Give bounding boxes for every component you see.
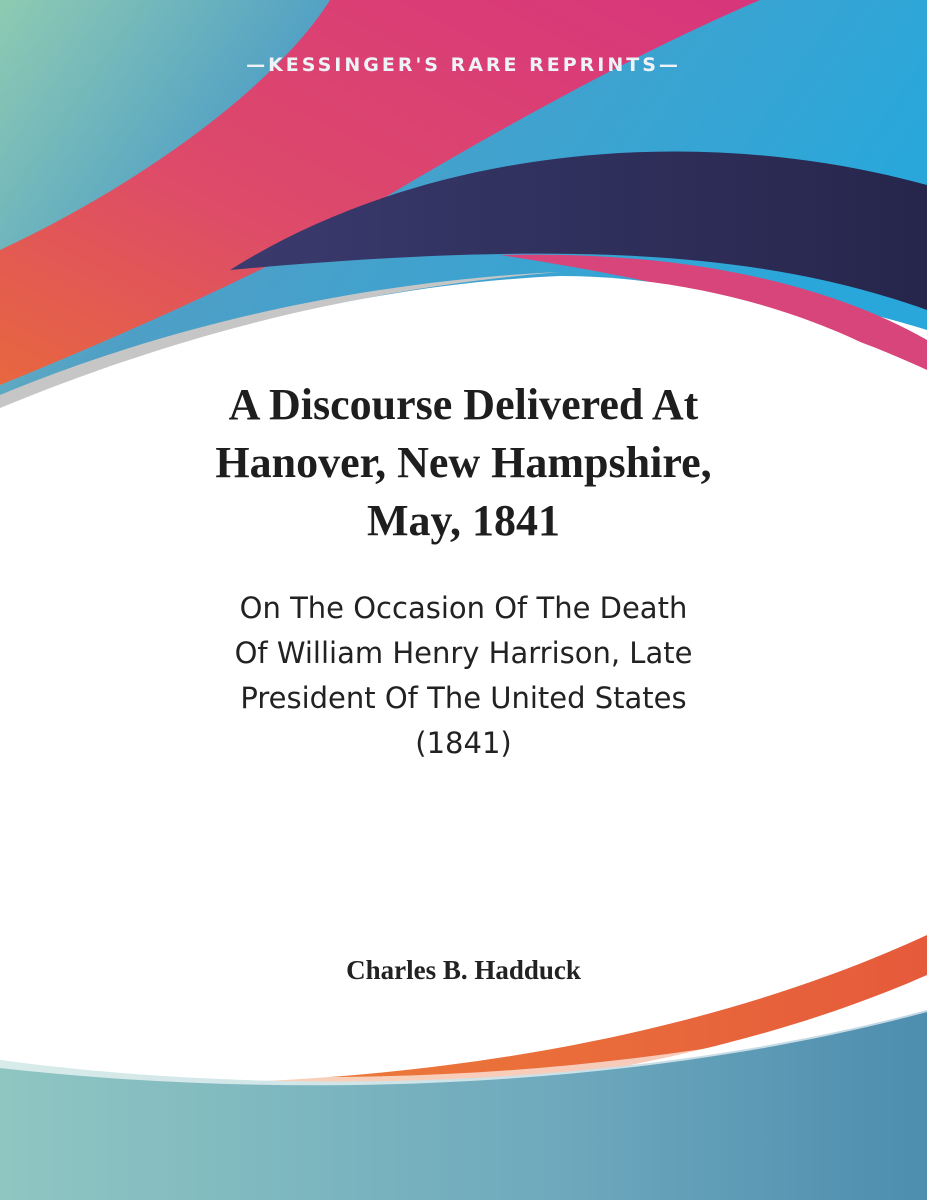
subtitle-line: On The Occasion Of The Death	[239, 591, 688, 625]
publisher-banner	[0, 54, 927, 76]
subtitle-line: Of William Henry Harrison, Late	[234, 636, 693, 670]
subtitle-line: (1841)	[415, 726, 512, 760]
title-line: A Discourse Delivered At	[228, 380, 699, 429]
publisher-dash-right: —	[658, 54, 681, 76]
book-subtitle	[0, 586, 927, 766]
publisher-dash-left: —	[246, 54, 269, 76]
publisher-label: KESSINGER'S RARE REPRINTS	[268, 54, 659, 76]
book-title	[0, 376, 927, 550]
title-line: May, 1841	[366, 496, 561, 545]
subtitle-line: President Of The United States	[240, 681, 687, 715]
book-author: Charles B. Hadduck	[346, 955, 581, 985]
title-line: Hanover, New Hampshire,	[215, 438, 712, 487]
